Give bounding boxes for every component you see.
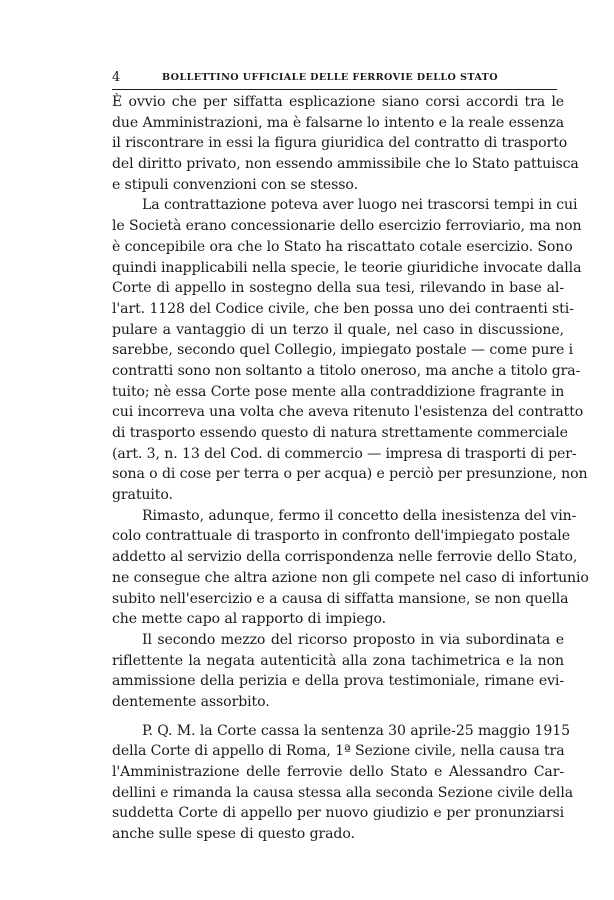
paragraph-gap	[112, 713, 564, 721]
text-line: Il secondo mezzo del ricorso proposto in via subordinata e	[142, 631, 564, 648]
text-line: del diritto privato, non essendo ammissibile che lo Stato pattuisca	[112, 156, 579, 173]
text-line: tuito; nè essa Corte pose mente alla contraddizione fragrante in	[112, 383, 565, 400]
text-line: ammissione della perizia e della prova testimoniale, rimane evi-	[112, 673, 564, 690]
text-line: riflettente la negata autenticità alla zona tachimetrica e la non	[112, 652, 564, 669]
text-line: le Società erano concessionarie dello esercizio ferroviario, ma non	[112, 218, 582, 235]
text-line: della Corte di appello di Roma, 1ª Sezione civile, nella causa tra	[112, 743, 565, 760]
text-line: sona o di cose per terra o per acqua) e perciò per presunzione, non	[112, 466, 588, 483]
text-line: addetto al servizio della corrispondenza nelle ferrovie dello Stato,	[112, 549, 578, 566]
text-line: È ovvio che per siffatta esplicazione siano corsi accordi tra le	[112, 94, 564, 110]
text-line: La contrattazione poteva aver luogo nei trascorsi tempi in cui	[142, 197, 578, 214]
text-line: l'art. 1128 del Codice civile, che ben possa uno dei contraenti sti-	[112, 300, 574, 317]
text-line: subito nell'esercizio e a causa di siffatta mansione, se non quella	[112, 590, 569, 607]
text-line: dellini e rimanda la causa stessa alla seconda Sezione civile della	[112, 784, 574, 801]
text-line: il riscontrare in essi la figura giuridica del contratto di trasporto	[112, 135, 568, 152]
text-line: anche sulle spese di questo grado.	[112, 826, 355, 843]
paragraph	[112, 721, 574, 845]
paragraph	[112, 92, 579, 195]
text-line: che mette capo al rapporto di impiego.	[112, 611, 387, 628]
text-line: P. Q. M. la Corte cassa la sentenza 30 aprile-25 maggio 1915	[142, 722, 571, 739]
text-line: è concepibile ora che lo Stato ha riscattato cotale esercizio. Sono	[112, 238, 573, 255]
text-line: gratuito.	[112, 487, 173, 504]
text-line: suddetta Corte di appello per nuovo giudizio e per pronunziarsi	[112, 805, 564, 822]
text-line: pulare a vantaggio di un terzo il quale, nel caso in discussione,	[112, 321, 564, 338]
text-line: ne consegue che altra azione non gli compete nel caso di infortunio	[112, 569, 589, 586]
text-line: Corte di appello in sostegno della sua tesi, rilevando in base al-	[112, 280, 564, 297]
paragraph	[112, 195, 588, 505]
page-number: 4	[112, 70, 121, 85]
paragraph	[112, 630, 564, 713]
text-line: contratti sono non soltanto a titolo oneroso, ma anche a titolo gra-	[112, 362, 581, 379]
text-line: di trasporto essendo questo di natura strettamente commerciale	[112, 425, 568, 441]
running-title: BOLLETTINO UFFICIALE DELLE FERROVIE DELLO STATO	[162, 72, 498, 83]
text-line: quindi inapplicabili nella specie, le teorie giuridiche invocate dalla	[112, 259, 582, 276]
text-line: (art. 3, n. 13 del Cod. di commercio — impresa di trasporti di per-	[112, 445, 577, 462]
text-line: sarebbe, secondo quel Collegio, impiegato postale — come pure i	[112, 342, 574, 359]
text-line: dentemente assorbito.	[112, 693, 270, 710]
text-line: Rimasto, adunque, fermo il concetto della inesistenza del vin-	[142, 507, 577, 524]
text-line: l'Amministrazione delle ferrovie dello Stato e Alessandro Car-	[112, 764, 564, 780]
body-text	[112, 92, 589, 845]
text-line: colo contrattuale di trasporto in confronto dell'impiegato postale	[112, 528, 570, 545]
paragraph	[112, 506, 589, 630]
text-line: cui incorreva una volta che aveva ritenuto l'esistenza del contratto	[112, 404, 584, 421]
page-header	[112, 71, 557, 90]
text-line: e stipuli convenzioni con se stesso.	[112, 176, 358, 193]
text-line: due Amministrazioni, ma è falsarne lo intento e la reale essenza	[112, 114, 564, 131]
